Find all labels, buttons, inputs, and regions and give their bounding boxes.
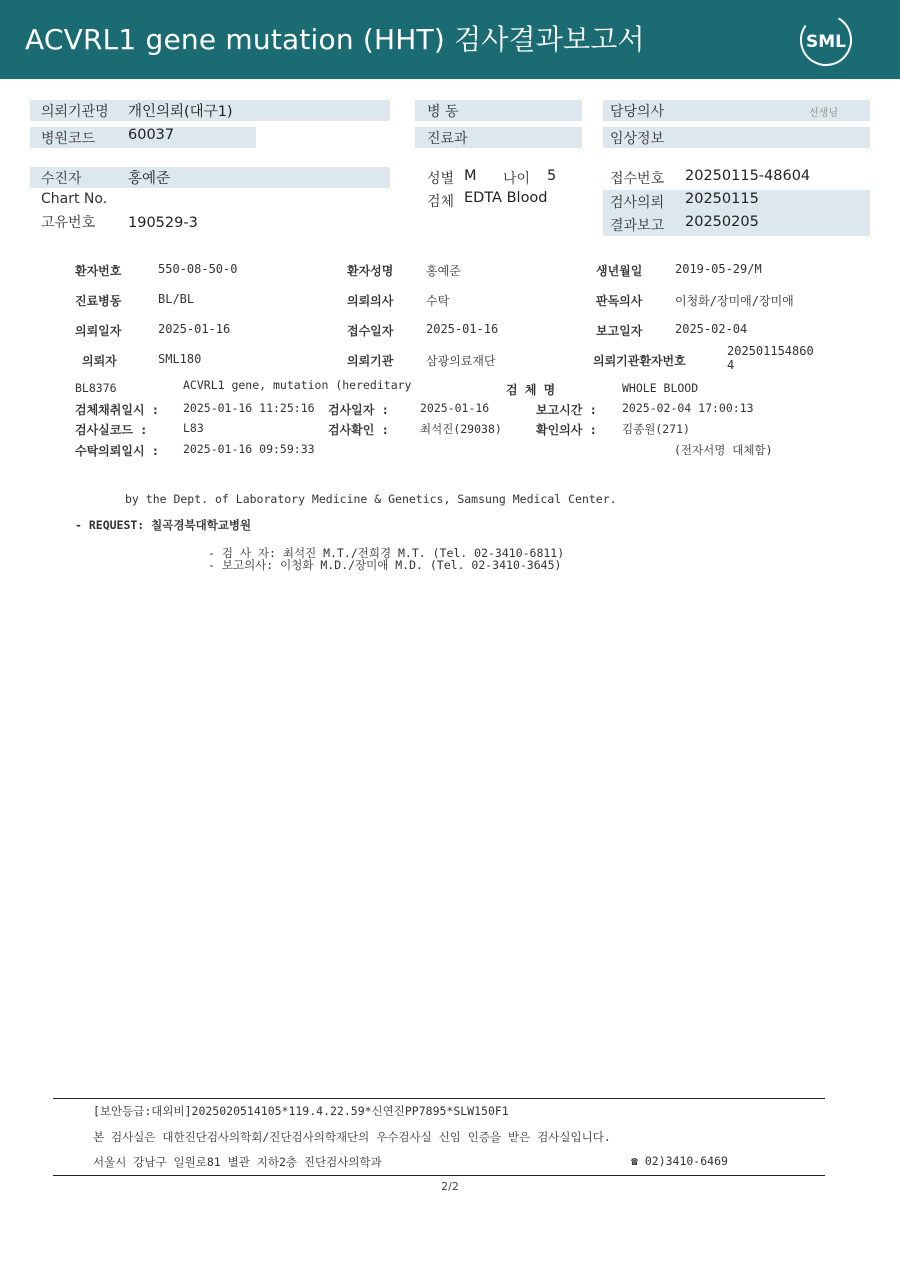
- receipt-label: 접수번호: [610, 171, 665, 187]
- scan-birth-value: 2019-05-29/M: [675, 262, 762, 276]
- institution-value: 개인의뢰(대구1): [128, 104, 233, 120]
- scan-req-doctor-value: 수탁: [426, 294, 450, 308]
- scan-patient-no-value: 550-08-50-0: [158, 262, 238, 276]
- specimen-label: 검체: [427, 194, 455, 210]
- scan-inst-patient-no-label: 의뢰기관환자번호: [593, 354, 686, 368]
- scan-patient-name-label: 환자성명: [347, 264, 394, 278]
- hospital-code-value: 60037: [128, 127, 175, 143]
- scan-inst-patient-no-value-2: 4: [727, 358, 735, 372]
- confirm-doctor-label: 확인의사 :: [536, 423, 597, 437]
- specimen-name-value: WHOLE BLOOD: [622, 381, 699, 395]
- report-header: [0, 0, 900, 79]
- test-code: BL8376: [75, 381, 117, 395]
- patient-bar: [30, 167, 390, 188]
- scan-ward-value: BL/BL: [158, 292, 195, 306]
- test-request-value: 20250115: [685, 191, 759, 207]
- patient-value: 홍예준: [128, 171, 171, 187]
- scan-reading-doctor-value: 이청화/장미애/장미애: [675, 294, 794, 308]
- scan-report-date-value: 2025-02-04: [675, 322, 748, 336]
- specimen-value: EDTA Blood: [464, 190, 548, 206]
- scan-req-doctor-label: 의뢰의사: [347, 294, 394, 308]
- footer-rule-top: [53, 1098, 825, 1099]
- dept-label: 진료과: [427, 131, 468, 147]
- test-request-label: 검사의뢰: [610, 195, 665, 211]
- sex-value: M: [464, 168, 477, 184]
- request-time-value: 2025-01-16 09:59:33: [183, 442, 315, 456]
- institution-label: 의뢰기관명: [41, 104, 109, 120]
- unique-value: 190529-3: [128, 215, 198, 231]
- specimen-name-label: 검 체 명: [506, 383, 556, 397]
- unique-label: 고유번호: [41, 215, 96, 231]
- test-date-label: 검사일자 :: [328, 403, 389, 417]
- clinical-label: 임상정보: [610, 131, 665, 147]
- scan-ward-label: 진료병동: [75, 294, 122, 308]
- report-time-label: 보고시간 :: [536, 403, 597, 417]
- scan-req-date-value: 2025-01-16: [158, 322, 231, 336]
- request-time-label: 수탁의뢰일시 :: [75, 444, 160, 458]
- scan-requester-label: 의뢰자: [82, 354, 117, 368]
- receipt-value: 20250115-48604: [685, 168, 811, 184]
- scan-institution-label: 의뢰기관: [347, 354, 394, 368]
- scan-req-date-label: 의뢰일자: [75, 324, 122, 338]
- sex-label: 성별: [427, 171, 455, 187]
- phone-line: ☎ 02)3410-6469: [631, 1154, 728, 1168]
- confirm-doctor-value: 김종원(271): [622, 422, 690, 436]
- doctor-suffix: 선생님: [809, 108, 838, 119]
- lab-code-label: 검사실코드 :: [75, 423, 148, 437]
- logo-text: SML: [806, 32, 846, 52]
- patient-label: 수진자: [41, 171, 82, 187]
- page-number: 2/2: [441, 1180, 459, 1193]
- test-confirm-label: 검사확인 :: [328, 423, 389, 437]
- scan-institution-value: 삼광의료재단: [426, 354, 496, 368]
- sml-logo-icon: [798, 12, 854, 68]
- age-label: 나이: [503, 171, 531, 187]
- reporter-note: - 보고의사: 이청화 M.D./장미애 M.D. (Tel. 02-3410-3645): [208, 558, 562, 572]
- doctor-label: 담당의사: [610, 104, 665, 120]
- dept-note: by the Dept. of Laboratory Medicine & Genetics, Samsung Medical Center.: [125, 492, 617, 506]
- scan-receipt-date-label: 접수일자: [347, 324, 394, 338]
- hospital-code-label: 병원코드: [41, 131, 96, 147]
- request-note: - REQUEST: 칠곡경북대학교병원: [75, 518, 252, 532]
- footer-rule-bottom: [53, 1175, 825, 1176]
- tester-note: - 검 사 자: 최석진 M.T./전희경 M.T. (Tel. 02-3410-6811): [208, 546, 565, 560]
- scan-receipt-date-value: 2025-01-16: [426, 322, 499, 336]
- chart-label: Chart No.: [41, 191, 108, 207]
- scan-requester-value: SML180: [158, 352, 202, 366]
- test-name: ACVRL1 gene, mutation (hereditary: [183, 378, 412, 392]
- result-report-label: 결과보고: [610, 218, 665, 234]
- address-line: 서울시 강남구 일원로81 별관 지하2층 진단검사의학과: [93, 1155, 382, 1169]
- report-time-value: 2025-02-04 17:00:13: [622, 401, 754, 415]
- certification-line: 본 검사실은 대한진단검사의학회/진단검사의학재단의 우수검사실 신임 인증을 받은 검사실입니다.: [93, 1130, 611, 1144]
- test-confirm-value: 최석진(29038): [420, 422, 502, 436]
- scan-birth-label: 생년월일: [596, 264, 643, 278]
- scan-reading-doctor-label: 판독의사: [596, 294, 643, 308]
- report-title: ACVRL1 gene mutation (HHT) 검사결과보고서: [25, 23, 645, 56]
- security-line: [보안등급:대외비]2025020514105*119.4.22.59*신연진PP7895*SLW150F1: [93, 1104, 509, 1118]
- collect-time-label: 검체채취일시 :: [75, 403, 160, 417]
- result-report-value: 20250205: [685, 214, 759, 230]
- scan-inst-patient-no-value-1: 202501154860: [727, 344, 814, 358]
- age-value: 5: [547, 168, 557, 184]
- collect-time-value: 2025-01-16 11:25:16: [183, 401, 315, 415]
- scan-patient-name-value: 홍예준: [426, 264, 461, 278]
- scan-report-date-label: 보고일자: [596, 324, 643, 338]
- ward-label: 병 동: [427, 104, 459, 120]
- test-date-value: 2025-01-16: [420, 401, 490, 415]
- e-sign-note: (전자서명 대체함): [674, 443, 773, 457]
- lab-code-value: L83: [183, 421, 204, 435]
- scan-patient-no-label: 환자번호: [75, 264, 122, 278]
